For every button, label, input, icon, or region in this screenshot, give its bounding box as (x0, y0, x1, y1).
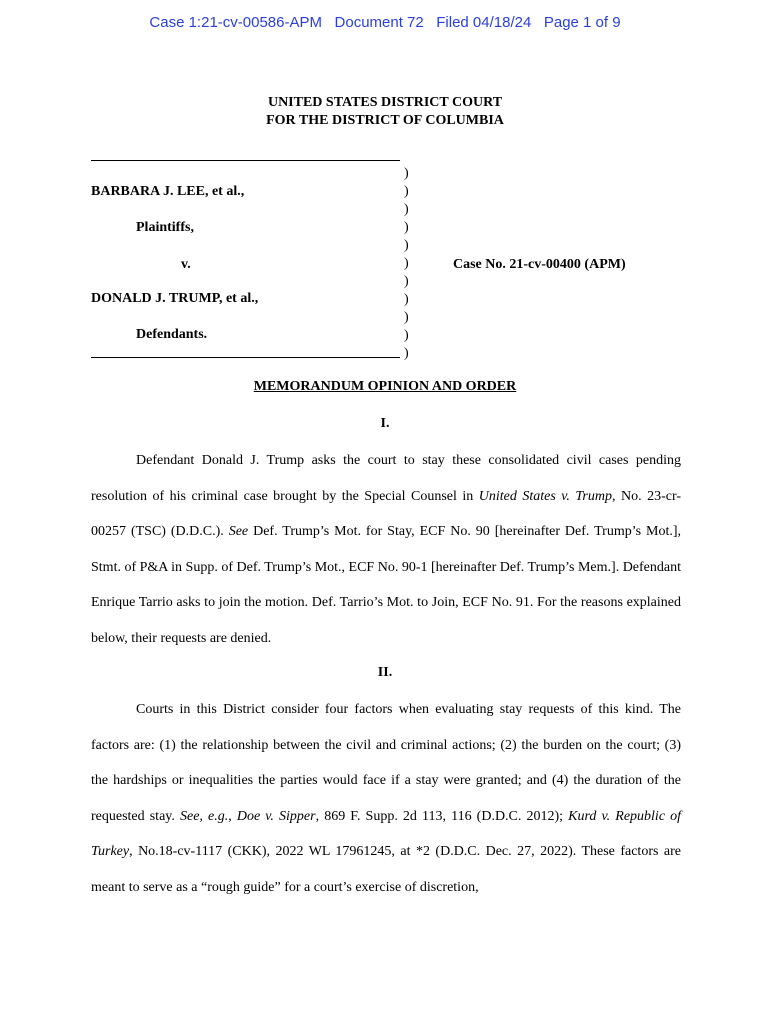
caption-paren: ) (404, 346, 409, 361)
stamp-page: Page 1 of 9 (543, 14, 621, 31)
p1-case-citation: United States v. Trump (478, 488, 612, 504)
caption-paren: ) (404, 310, 409, 325)
caption-paren: ) (404, 184, 409, 199)
stamp-document: Document 72 (334, 14, 424, 31)
caption-paren: ) (404, 238, 409, 253)
stamp-case: Case 1:21-cv-00586-APM (149, 14, 322, 31)
court-line-1: UNITED STATES DISTRICT COURT (267, 95, 503, 110)
caption-bottom-rule (91, 357, 400, 358)
plaintiff-role: Plaintiffs, (136, 220, 194, 235)
caption-paren: ) (404, 256, 409, 271)
case-number: Case No. 21-cv-00400 (APM) (453, 257, 626, 272)
p2-case-citation-2: Kurd v. Republic of Turkey (91, 808, 682, 859)
defendant-name: DONALD J. TRUMP, et al., (91, 291, 259, 306)
document-title: MEMORANDUM OPINION AND ORDER (253, 379, 517, 394)
caption-paren: ) (404, 328, 409, 343)
paragraph-2 (91, 692, 681, 905)
versus: v. (181, 257, 191, 272)
court-heading (0, 94, 770, 130)
p1-signal: See (228, 524, 249, 539)
court-line-2: FOR THE DISTRICT OF COLUMBIA (266, 113, 504, 128)
caption-top-rule (91, 160, 400, 161)
caption-paren: ) (404, 202, 409, 217)
p1-text-a: Defendant Donald J. Trump asks the court to stay these consolidated civil cases pending resolution of his criminal case brought by the Special Counsel in (91, 453, 681, 504)
p2-text-a: Courts in this District consider four factors when evaluating stay requests of this kind. The factors are: (1) the relationship between the civil and criminal actions; (2) the burden on the court; (3) the hardships or inequalities the parties would face if a stay were granted; and (4) the duration of the requested stay. (91, 702, 681, 824)
defendant-role: Defendants. (136, 327, 208, 342)
filing-stamp (0, 14, 770, 31)
caption-paren: ) (404, 274, 409, 289)
paragraph-1 (91, 443, 681, 656)
stamp-filed: Filed 04/18/24 (436, 14, 532, 31)
plaintiff-name: BARBARA J. LEE, et al., (91, 184, 245, 199)
p2-text-c: , (228, 808, 237, 824)
p1-text-c: , No. 23-cr-00257 (TSC) (D.D.C.). (91, 488, 682, 539)
section-heading-1: I. (380, 416, 390, 431)
p2-signal: See, e.g. (179, 808, 229, 824)
caption-paren: ) (404, 166, 409, 181)
section-heading-2: II. (377, 665, 393, 680)
p2-case-citation-1: Doe v. Sipper (236, 808, 316, 824)
caption-paren: ) (404, 220, 409, 235)
caption-paren: ) (404, 292, 409, 307)
p2-text-g: , No.18-cv-1117 (CKK), 2022 WL 17961245, at *2 (D.D.C. Dec. 27, 2022). These factors are meant to serve as a “rough guide” for a court’s exercise of discretion, (91, 844, 681, 895)
p2-text-e: , 869 F. Supp. 2d 113, 116 (D.D.C. 2012); (315, 808, 569, 824)
p1-text-e: Def. Trump’s Mot. for Stay, ECF No. 90 [hereinafter Def. Trump’s Mot.], Stmt. of P&A in Supp. of Def. Trump’s Mot., ECF No. 90-1 [hereinafter Def. Trump’s Mem.]. Defendant Enrique Tarrio asks to join the motion. Def. Tarrio’s Mot. to Join, ECF No. 91. For the reasons explained below, their requests are denied. (91, 524, 681, 646)
